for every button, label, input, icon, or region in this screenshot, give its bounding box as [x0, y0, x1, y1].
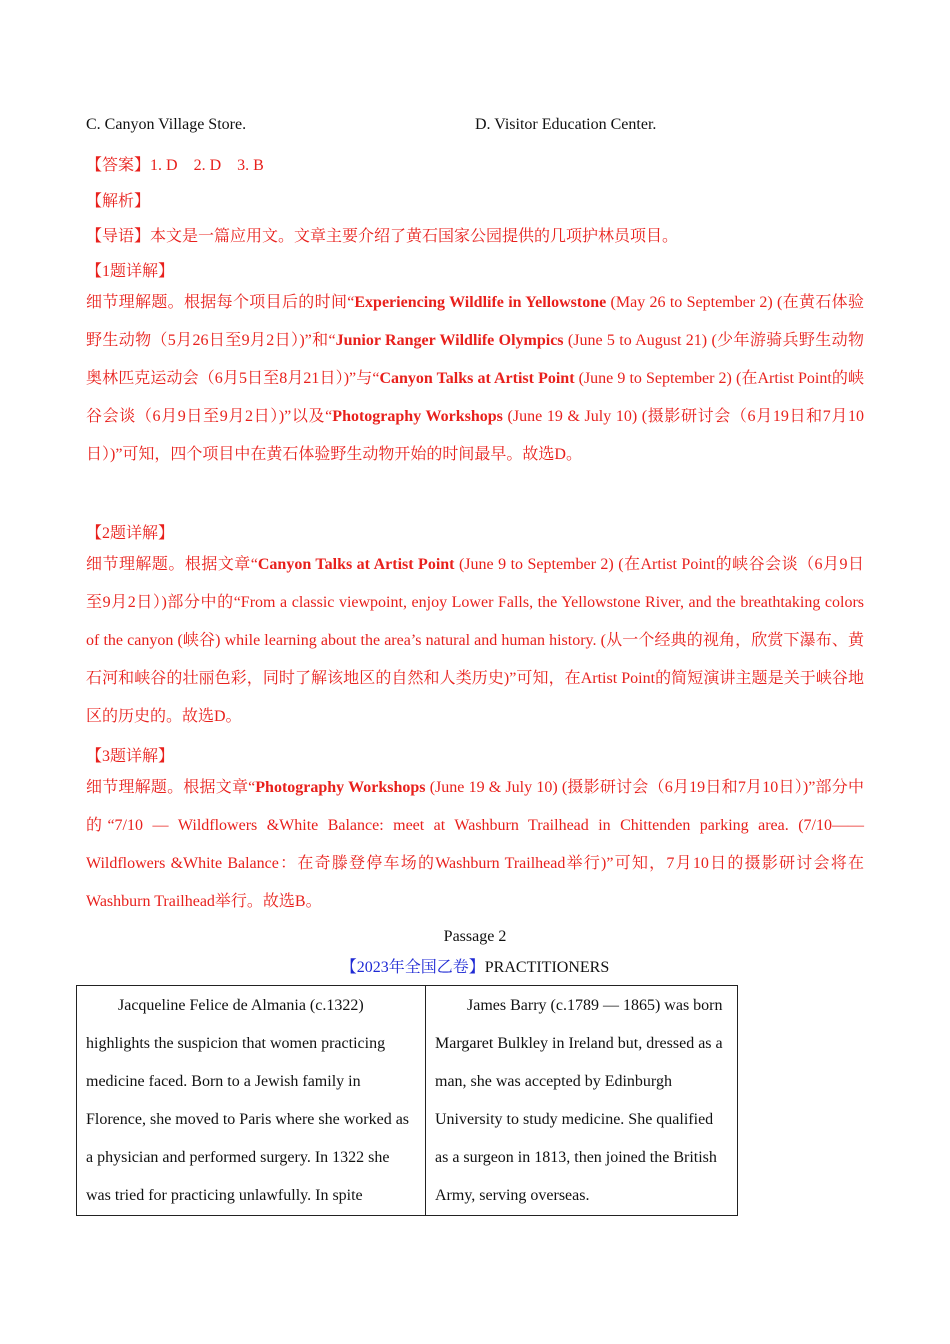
q1-text-3: (June 5 to August 21) (少年游骑兵野生动物奥林匹克运动会（6月5日至8月21日）)”与“: [86, 332, 864, 387]
table-cell-left: [77, 986, 426, 1216]
left-cell-text: Jacqueline Felice de Almania (c.1322) highlights the suspicion that women practicing medicine faced. Born to a Jewish family in Florence, she moved to Paris where she worked as a physician and performed surgery. In 1322 she was tried for practicing unlawfully. In spite: [86, 997, 410, 1204]
option-d: D. Visitor Education Center.: [475, 116, 657, 133]
q1-text-4: (June 9 to September 2) (在Artist Point的峡谷会谈（6月9日至9月2日）)”以及“: [86, 370, 864, 425]
q3-bold-1: Photography Workshops: [255, 779, 426, 796]
q2-bold-1: Canyon Talks at Artist Point: [257, 556, 455, 573]
practitioners-table: [76, 985, 738, 1216]
guide-label: 【导语】: [86, 228, 151, 245]
passage-heading-line: [0, 954, 950, 977]
guide-line: [86, 223, 678, 246]
passage-source: 【2023年全国乙卷】: [340, 959, 485, 976]
answer-label: 【答案】: [86, 157, 151, 174]
q1-label: 【1题详解】: [86, 263, 175, 280]
q1-text-1: 细节理解题。根据每个项目后的时间“: [86, 294, 355, 311]
q2-label: 【2题详解】: [86, 525, 175, 542]
q2-text-2: (June 9 to September 2) (在Artist Point的峡谷会谈（6月9日至9月2日）)部分中的“From a classic viewpoint, enjoy Lower Falls, the Yellowstone River, and the breathtaking colors of the canyon (峡谷) while learning about the area’s natural and human history. (从一个经典的视角，欣赏下瀑布、黄石河和峡谷的壮丽色彩，同时了解该地区的自然和人类历史)”可知，在Artist Point的简短演讲主题是关于峡谷地区的历史的。故选D。: [86, 556, 864, 725]
table-row: [77, 986, 738, 1216]
answer-options-row: [86, 116, 866, 140]
q1-text-5: (June 19 & July 10) (摄影研讨会（6月19日和7月10日）)”可知，四个项目中在黄石体验野生动物开始的时间最早。故选D。: [86, 408, 864, 463]
q1-bold-2: Junior Ranger Wildlife Olympics: [335, 332, 564, 349]
q3-label: 【3题详解】: [86, 748, 175, 765]
q1-bold-4: Photography Workshops: [332, 408, 503, 425]
q3-explanation: [86, 769, 864, 921]
option-c: C. Canyon Village Store.: [86, 116, 247, 133]
answer-value: 1. D 2. D 3. B: [150, 157, 264, 174]
passage-title: Passage 2: [443, 928, 507, 945]
q1-bold-1: Experiencing Wildlife in Yellowstone: [354, 294, 607, 311]
passage-heading: PRACTITIONERS: [484, 959, 610, 976]
q1-text-2: (May 26 to September 2) (在黄石体验野生动物（5月26日至9月2日）)”和“: [86, 294, 865, 349]
q3-text-2: (June 19 & July 10) (摄影研讨会（6月19日和7月10日）)”部分中的“7/10 — Wildflowers &White Balance: meet at Washburn Trailhead in Chittenden parking area. (7/10——Wildflowers &White Balance：在奇滕登停车场的Washburn Trailhead举行)”可知，7月10日的摄影研讨会将在Washburn Trailhead举行。故选B。: [86, 779, 864, 910]
guide-text: 本文是一篇应用文。文章主要介绍了黄石国家公园提供的几项护林员项目。: [150, 228, 679, 245]
right-cell-text: James Barry (c.1789 — 1865) was born Margaret Bulkley in Ireland but, dressed as a man, she was accepted by Edinburgh University to study medicine. She qualified as a surgeon in 1813, then joined the British Army, serving overseas.: [435, 997, 723, 1204]
table-cell-right: [426, 986, 738, 1216]
q3-text-1: 细节理解题。根据文章“: [86, 779, 256, 796]
answer-line: [86, 152, 264, 175]
q2-text-1: 细节理解题。根据文章“: [86, 556, 258, 573]
q1-bold-3: Canyon Talks at Artist Point: [379, 370, 575, 387]
q1-explanation: [86, 284, 864, 474]
q2-explanation: [86, 546, 864, 736]
analysis-label: 【解析】: [86, 193, 151, 210]
